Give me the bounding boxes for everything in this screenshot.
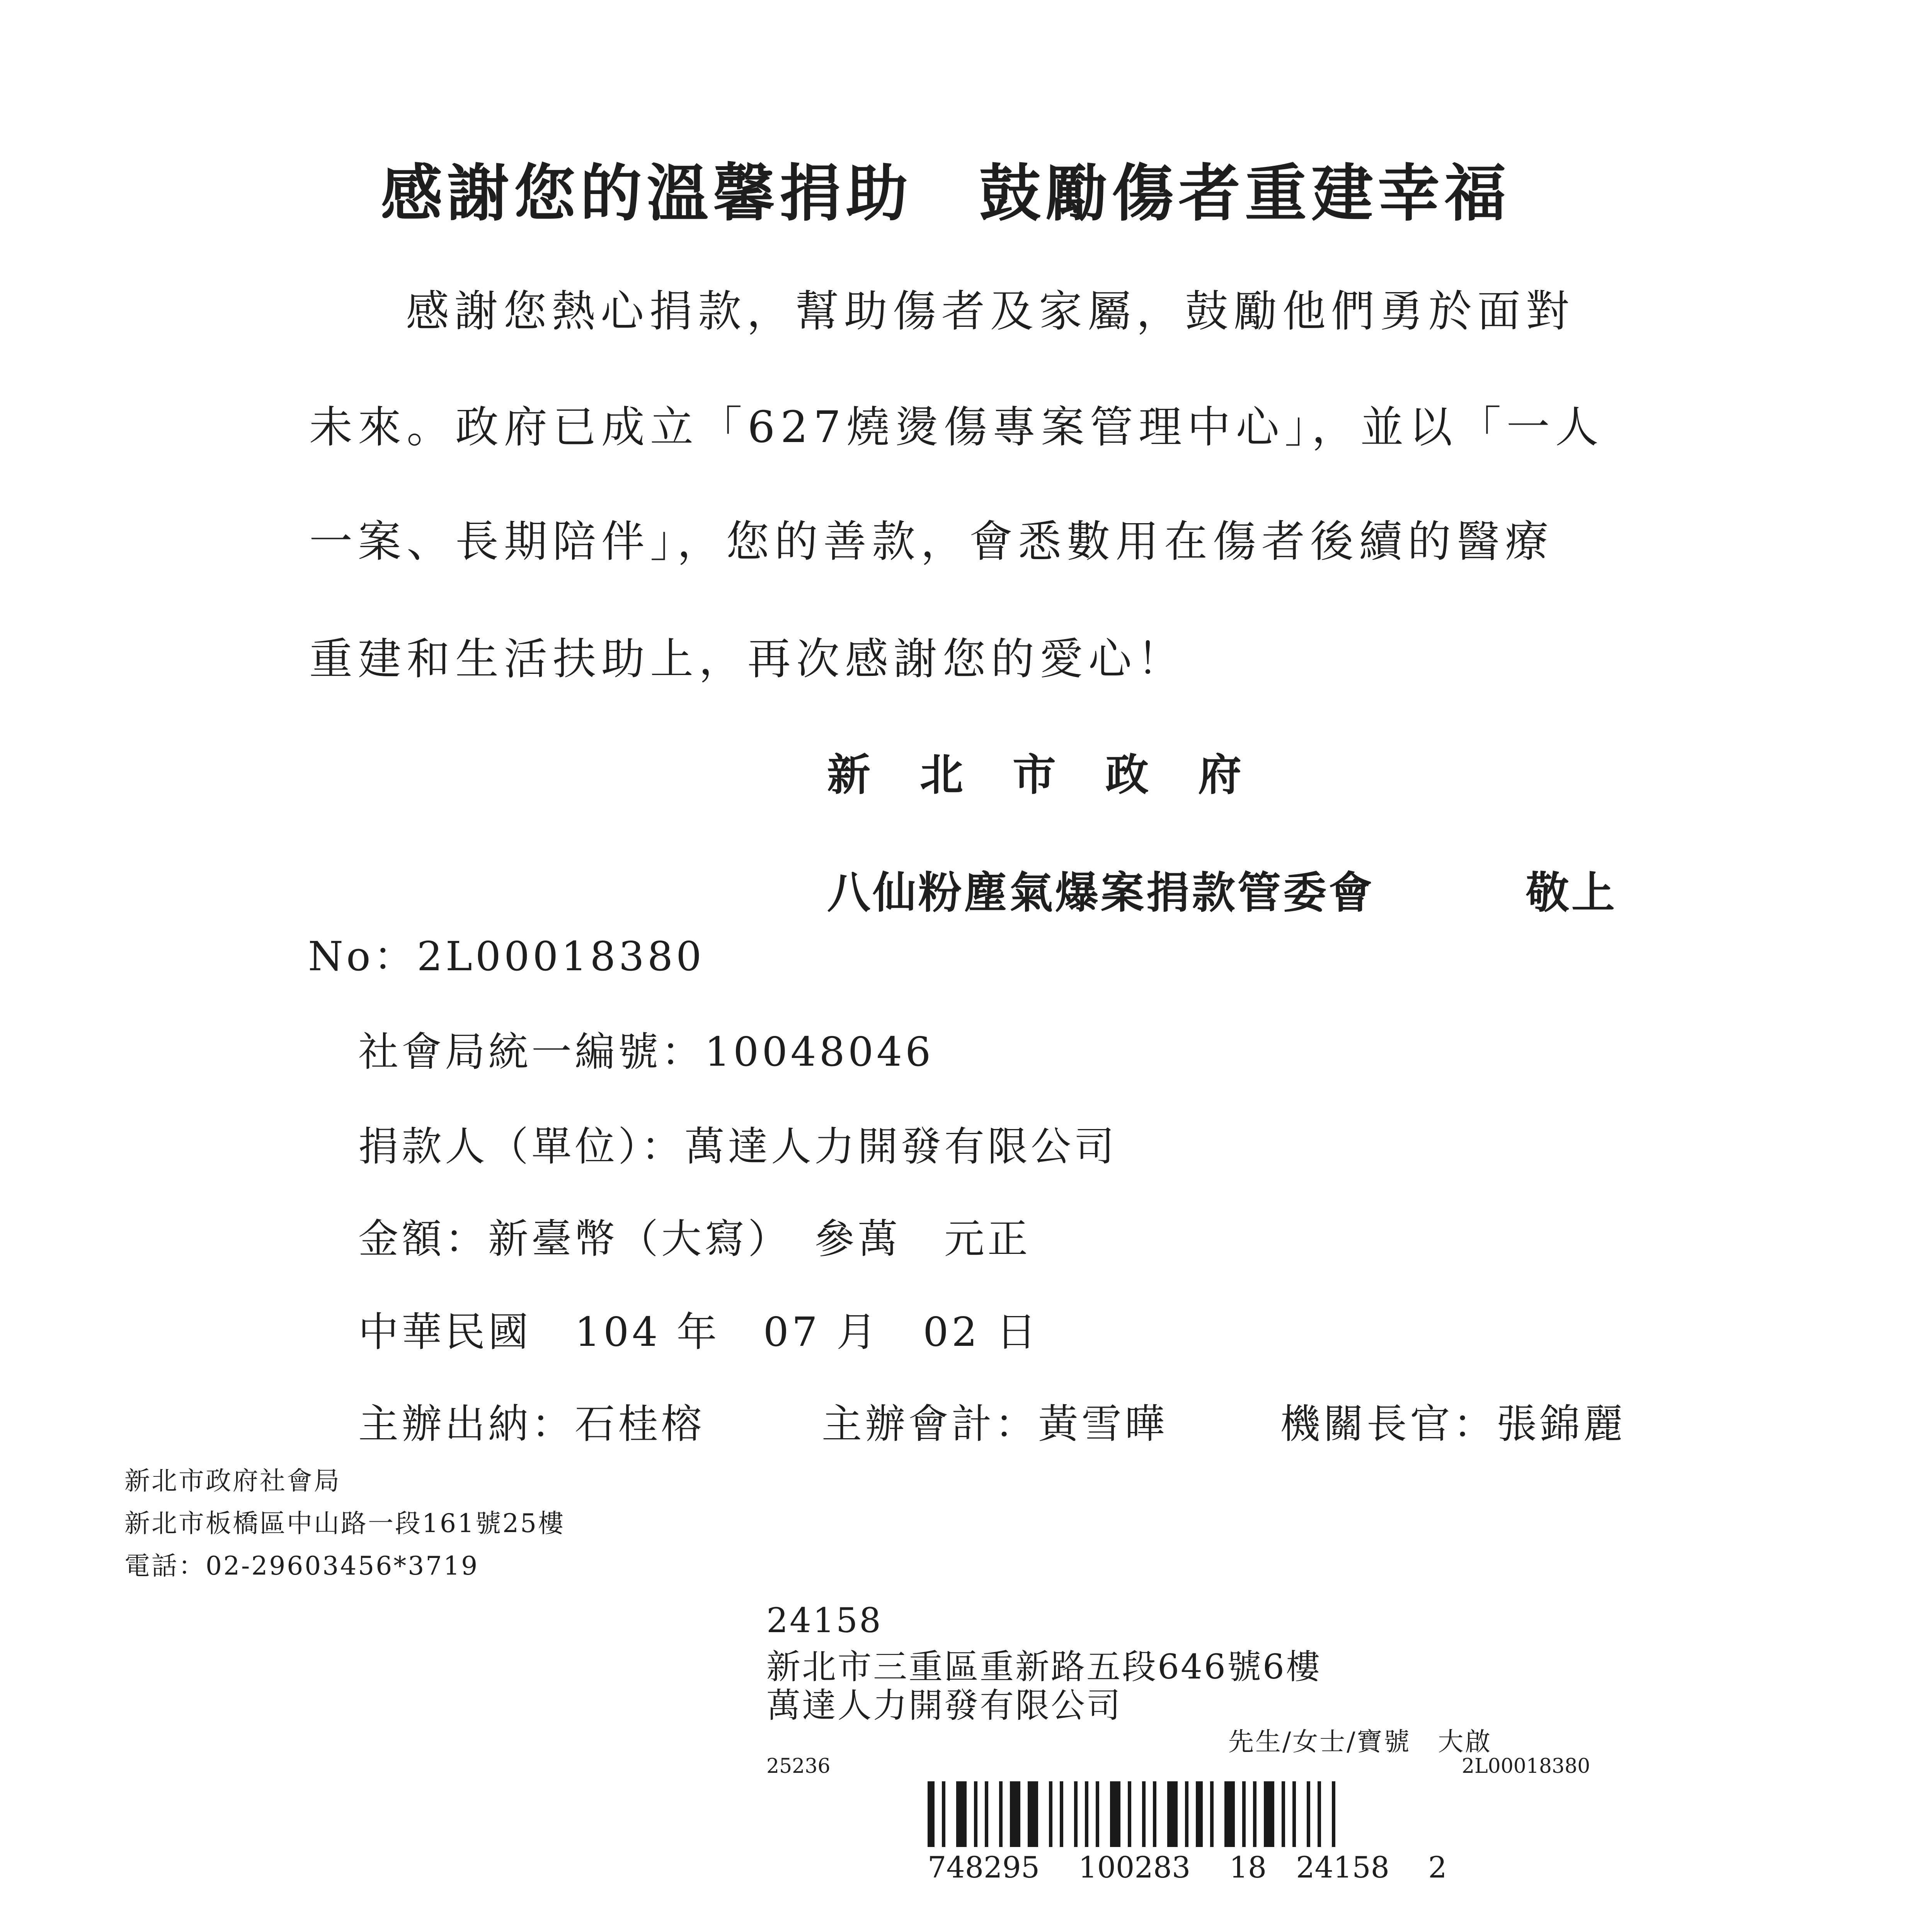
signer-organization: 新 北 市 政 府: [827, 750, 1245, 800]
barcode-bar: [1110, 1781, 1120, 1847]
sender-address: 新北市板橋區中山路一段161號25樓: [124, 1509, 565, 1538]
sender-name: 新北市政府社會局: [124, 1466, 341, 1496]
barcode-bar: [1242, 1781, 1246, 1847]
barcode-bar: [1185, 1781, 1188, 1847]
donor-name: 捐款人（單位）：萬達人力開發有限公司: [358, 1123, 1118, 1170]
barcode-bar: [956, 1781, 967, 1847]
barcode-bar: [1153, 1781, 1156, 1847]
paragraph-line-1: 感謝您熱心捐款，幫助傷者及家屬，鼓勵他們勇於面對: [406, 286, 1575, 337]
barcode-bar: [1292, 1781, 1296, 1847]
barcode-bar: [1264, 1781, 1274, 1847]
barcode-bar: [942, 1781, 945, 1847]
paragraph-line-2: 未來。政府已成立「627燒燙傷專案管理中心」，並以「一人: [309, 402, 1604, 452]
barcode-bar: [1010, 1781, 1020, 1847]
letter-title: 感謝您的溫馨捐助 鼓勵傷者重建幸福: [381, 157, 1511, 230]
barcode-bar: [1307, 1781, 1310, 1847]
barcode-bar: [1028, 1781, 1038, 1847]
registration-number: 社會局統一編號：10048046: [358, 1028, 934, 1075]
barcode-bar: [1210, 1781, 1214, 1847]
mail-code-right: 2L00018380: [1462, 1755, 1590, 1778]
sender-phone: 電話：02-29603456*3719: [124, 1551, 479, 1581]
barcode-bar: [1142, 1781, 1146, 1847]
cashier-signature: 主辦出納：石桂榕: [358, 1400, 705, 1447]
barcode-digits: 748295 100283 18 24158 2: [928, 1850, 1447, 1884]
closing-text: 敬上: [1526, 867, 1617, 918]
barcode-bar: [928, 1781, 935, 1847]
barcode-bar: [974, 1781, 977, 1847]
barcode-bar: [1085, 1781, 1088, 1847]
recipient-address: 新北市三重區重新路五段646號6樓: [766, 1647, 1321, 1687]
recipient-name: 萬達人力開發有限公司: [766, 1685, 1122, 1725]
recipient-postal-code: 24158: [766, 1600, 882, 1640]
barcode-bar: [985, 1781, 988, 1847]
barcode-bar: [1318, 1781, 1321, 1847]
barcode-bar: [1282, 1781, 1285, 1847]
accountant-signature: 主辦會計：黃雪曄: [822, 1400, 1168, 1447]
barcode-bar: [1253, 1781, 1256, 1847]
signer-committee: 八仙粉塵氣爆案捐款管委會: [827, 867, 1374, 918]
mail-code-left: 25236: [766, 1755, 831, 1778]
barcode-bar: [1332, 1781, 1335, 1847]
receipt-number: No：2L00018380: [308, 933, 705, 980]
barcode-bar: [1224, 1781, 1235, 1847]
postal-barcode: [928, 1781, 1384, 1847]
barcode-bar: [1128, 1781, 1131, 1847]
paragraph-line-3: 一案、長期陪伴」，您的善款，會悉數用在傷者後續的醫療: [309, 517, 1554, 567]
paragraph-line-4: 重建和生活扶助上，再次感謝您的愛心！: [309, 634, 1186, 684]
barcode-bar: [1074, 1781, 1078, 1847]
barcode-bar: [999, 1781, 1003, 1847]
barcode-bar: [1196, 1781, 1203, 1847]
agency-head-signature: 機關長官：張錦麗: [1280, 1400, 1627, 1447]
barcode-bar: [1049, 1781, 1052, 1847]
barcode-bar: [1096, 1781, 1099, 1847]
barcode-bar: [1060, 1781, 1063, 1847]
recipient-salutation: 先生/女士/寶號 大啟: [1228, 1727, 1492, 1757]
donation-date: 中華民國 104 年 07 月 02 日: [358, 1308, 1040, 1355]
barcode-bar: [1167, 1781, 1178, 1847]
donation-amount: 金額：新臺幣（大寫） 參萬 元正: [358, 1215, 1031, 1262]
